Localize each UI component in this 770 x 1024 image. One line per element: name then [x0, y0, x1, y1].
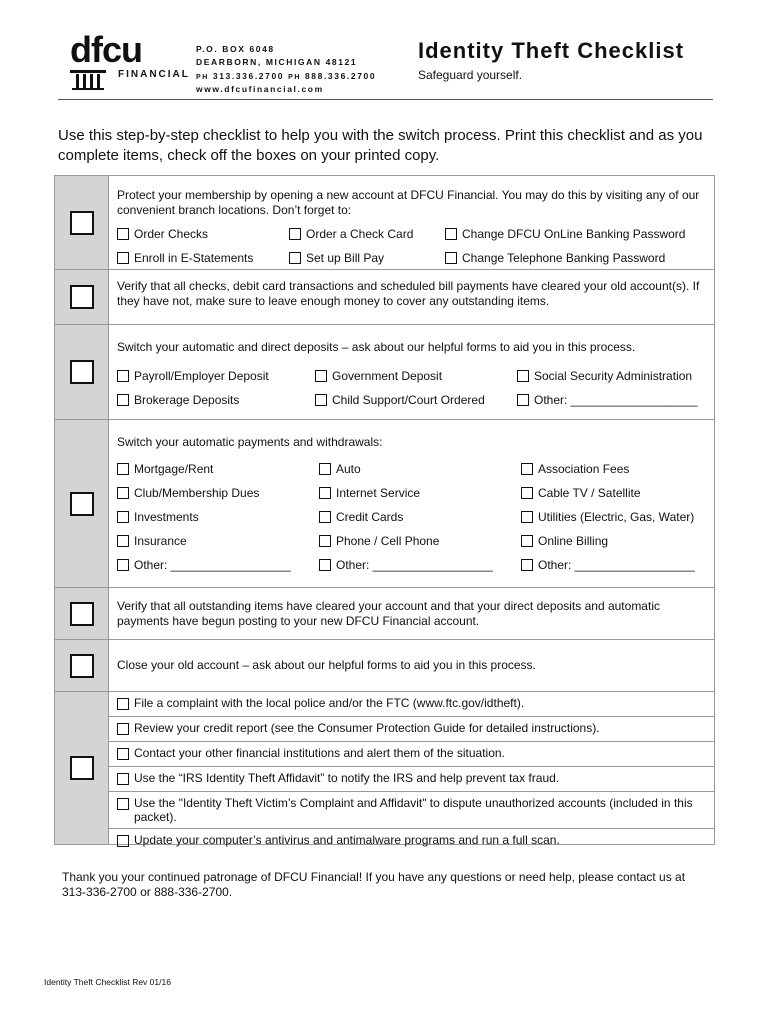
checkbox[interactable] — [117, 723, 129, 735]
section-text: Close your old account – ask about our helpful forms to aid you in this process. — [117, 658, 536, 672]
option-other-payment-3[interactable]: Other: __________________ — [521, 553, 706, 577]
option-mortgage-rent[interactable]: Mortgage/Rent — [117, 457, 319, 481]
revision-footer: Identity Theft Checklist Rev 01/16 — [44, 977, 171, 987]
page-title: Identity Theft Checklist — [418, 38, 685, 63]
checkbox[interactable] — [521, 487, 533, 499]
option-credit-cards[interactable]: Credit Cards — [319, 505, 521, 529]
phone-number-local: 313.336.2700 — [212, 71, 285, 81]
section-checkbox[interactable] — [70, 654, 94, 678]
checkbox[interactable] — [521, 559, 533, 571]
option-government-deposit[interactable]: Government Deposit — [315, 364, 517, 388]
action-irs-affidavit[interactable]: Use the “IRS Identity Theft Affidavit” to notify the IRS and help prevent tax fraud. — [109, 767, 714, 792]
checkbox[interactable] — [319, 487, 331, 499]
page-subtitle: Safeguard yourself. — [418, 68, 523, 82]
action-update-antivirus[interactable]: Update your computer’s antivirus and antimalware programs and run a full scan. — [109, 829, 714, 853]
checklist-section-payments — [54, 420, 715, 588]
checkbox[interactable] — [117, 835, 129, 847]
option-other-payment-2[interactable]: Other: __________________ — [319, 553, 521, 577]
section-checkbox[interactable] — [70, 360, 94, 384]
checkbox[interactable] — [521, 535, 533, 547]
checklist-section-membership — [54, 175, 715, 270]
checkbox[interactable] — [117, 370, 129, 382]
option-online-billing[interactable]: Online Billing — [521, 529, 706, 553]
option-change-telephone-password[interactable]: Change Telephone Banking Password — [445, 246, 706, 270]
option-internet-service[interactable]: Internet Service — [319, 481, 521, 505]
checklist-section-deposits — [54, 325, 715, 420]
section-text: Verify that all checks, debit card transactions and scheduled bill payments have cleared your old account(s). If they have not, make sure to leave enough money to cover any outstanding items. — [117, 279, 700, 308]
checkbox[interactable] — [117, 748, 129, 760]
checkbox[interactable] — [117, 511, 129, 523]
checkbox[interactable] — [319, 535, 331, 547]
checkbox[interactable] — [517, 394, 529, 406]
address-line-2: DEARBORN, MICHIGAN 48121 — [196, 57, 358, 67]
option-other-payment-1[interactable]: Other: __________________ — [117, 553, 319, 577]
checklist-section-close-account — [54, 640, 715, 692]
phone-number-tollfree: 888.336.2700 — [304, 71, 377, 81]
option-auto[interactable]: Auto — [319, 457, 521, 481]
checkbox[interactable] — [315, 394, 327, 406]
section-checkbox[interactable] — [70, 492, 94, 516]
checkbox[interactable] — [117, 773, 129, 785]
section-text: Verify that all outstanding items have cleared your account and that your direct deposits and automatic payments have begun posting to your new DFCU Financial account. — [117, 599, 660, 628]
section-text: Protect your membership by opening a new account at DFCU Financial. You may do this by visiting any of our convenient branch locations. Don’t forget to: — [117, 188, 700, 217]
checkbox[interactable] — [117, 228, 129, 240]
closing-paragraph: Thank you your continued patronage of DFCU Financial! If you have any questions or need help, please contact us at 313-336-2700 or 888-336-2700. — [62, 870, 686, 899]
logo-wordmark: dfcu — [70, 29, 142, 70]
option-bill-pay[interactable]: Set up Bill Pay — [289, 246, 445, 270]
checkbox[interactable] — [319, 511, 331, 523]
section-checkbox[interactable] — [70, 756, 94, 780]
intro-paragraph: Use this step-by-step checklist to help you with the switch process. Print this checklist and as you complete items, check off the boxes on your printed copy. — [58, 127, 703, 164]
checkbox[interactable] — [319, 463, 331, 475]
checkbox[interactable] — [117, 559, 129, 571]
section-text: Switch your automatic payments and withdrawals: — [117, 435, 383, 449]
section-checkbox[interactable] — [70, 211, 94, 235]
option-order-checks[interactable]: Order Checks — [117, 222, 289, 246]
phone-prefix: PH — [196, 74, 209, 81]
checkbox[interactable] — [445, 228, 457, 240]
checkbox[interactable] — [117, 487, 129, 499]
action-review-credit-report[interactable]: Review your credit report (see the Consumer Protection Guide for detailed instructions). — [109, 717, 714, 742]
checkbox[interactable] — [315, 370, 327, 382]
website-link[interactable]: www.dfcufinancial.com — [196, 84, 324, 94]
pillar-logo-icon — [68, 68, 108, 90]
option-social-security[interactable]: Social Security Administration — [517, 364, 706, 388]
address-line-1: P.O. BOX 6048 — [196, 44, 275, 54]
checkbox[interactable] — [117, 463, 129, 475]
option-insurance[interactable]: Insurance — [117, 529, 319, 553]
checkbox[interactable] — [117, 394, 129, 406]
checklist-section-verify-outstanding — [54, 588, 715, 640]
option-order-check-card[interactable]: Order a Check Card — [289, 222, 445, 246]
option-association-fees[interactable]: Association Fees — [521, 457, 706, 481]
checkbox[interactable] — [319, 559, 331, 571]
action-contact-institutions[interactable]: Contact your other financial institutions and alert them of the situation. — [109, 742, 714, 767]
option-phone[interactable]: Phone / Cell Phone — [319, 529, 521, 553]
option-child-support[interactable]: Child Support/Court Ordered — [315, 388, 517, 412]
option-brokerage-deposits[interactable]: Brokerage Deposits — [117, 388, 315, 412]
logo-subtext: FINANCIAL — [118, 69, 190, 80]
option-enroll-estatements[interactable]: Enroll in E-Statements — [117, 246, 289, 270]
checkbox[interactable] — [521, 463, 533, 475]
checkbox[interactable] — [117, 252, 129, 264]
checkbox[interactable] — [289, 252, 301, 264]
checkbox[interactable] — [517, 370, 529, 382]
phone-line — [196, 71, 376, 81]
action-file-complaint[interactable]: File a complaint with the local police and/or the FTC (www.ftc.gov/idtheft). — [109, 692, 714, 717]
option-club-dues[interactable]: Club/Membership Dues — [117, 481, 319, 505]
option-change-online-password[interactable]: Change DFCU OnLine Banking Password — [445, 222, 706, 246]
checkbox[interactable] — [289, 228, 301, 240]
option-other-deposit[interactable]: Other: ___________________ — [517, 388, 706, 412]
option-utilities[interactable]: Utilities (Electric, Gas, Water) — [521, 505, 706, 529]
section-checkbox[interactable] — [70, 285, 94, 309]
option-investments[interactable]: Investments — [117, 505, 319, 529]
checklist-table — [54, 175, 715, 845]
option-cable-tv[interactable]: Cable TV / Satellite — [521, 481, 706, 505]
action-victim-complaint[interactable]: Use the "Identity Theft Victim’s Complaint and Affidavit" to dispute unauthorized accounts (included in this packet). — [109, 792, 714, 829]
option-payroll-deposit[interactable]: Payroll/Employer Deposit — [117, 364, 315, 388]
section-checkbox[interactable] — [70, 602, 94, 626]
checkbox[interactable] — [521, 511, 533, 523]
header-divider — [58, 99, 713, 100]
checklist-section-verify-checks — [54, 270, 715, 325]
phone-prefix: PH — [288, 74, 302, 81]
checklist-section-identity-actions — [54, 692, 715, 845]
checkbox[interactable] — [117, 798, 129, 810]
checkbox[interactable] — [117, 535, 129, 547]
checkbox[interactable] — [117, 698, 129, 710]
checkbox[interactable] — [445, 252, 457, 264]
section-text: Switch your automatic and direct deposits – ask about our helpful forms to aid you in this process. — [117, 340, 636, 354]
